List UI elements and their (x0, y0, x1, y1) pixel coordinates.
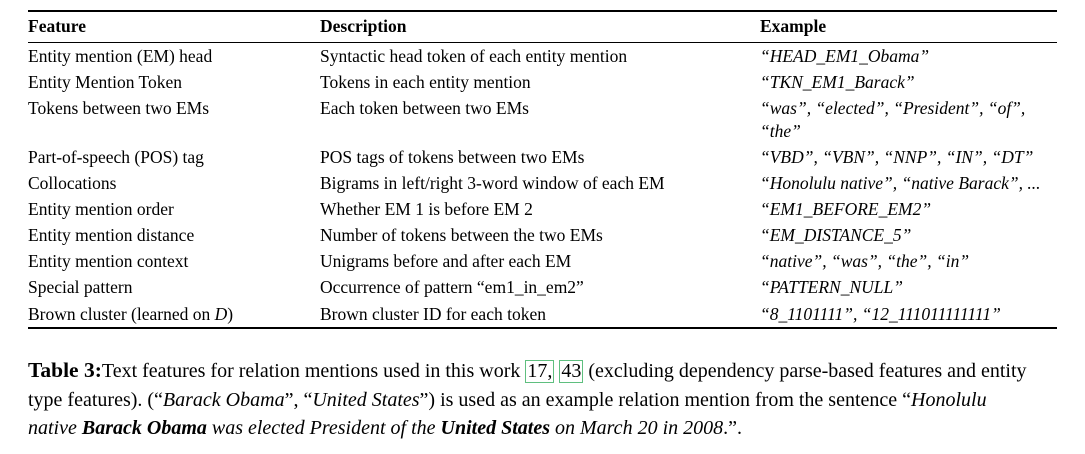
table-row (28, 171, 1057, 197)
cell-description: Brown cluster ID for each token (320, 303, 546, 324)
cell-example: “Honolulu native”, “native Barack”, ... (760, 173, 1041, 194)
cell-description: Syntactic head token of each entity mention (320, 45, 628, 66)
cell-feature: Brown cluster (learned on D) (28, 303, 234, 324)
caption-sentence-b: Barack Obama (81, 417, 207, 440)
table-row (28, 223, 1057, 249)
cell-description: Bigrams in left/right 3-word window of each EM (320, 173, 665, 194)
cell-description: Occurrence of pattern “em1_in_em2” (320, 277, 584, 298)
cell-feature: Special pattern (28, 277, 133, 298)
table-row (28, 301, 1057, 328)
cell-example: “TKN_EM1_Barack” (760, 71, 915, 92)
cell-example: “EM1_BEFORE_EM2” (760, 199, 932, 220)
cell-description: Unigrams before and after each EM (320, 251, 572, 272)
caption-text-part3: ”, “ (284, 388, 313, 411)
column-header-feature: Feature (28, 16, 86, 36)
caption-text-part1: Text features for relation mentions used in this work (101, 360, 526, 383)
cell-feature: Entity mention distance (28, 225, 195, 246)
table-header (28, 11, 1057, 43)
caption-text-part2: (excluding dependency parse-based features and entity type features). (“ (28, 360, 1027, 411)
cell-feature: Part-of-speech (POS) tag (28, 146, 204, 167)
column-header-description: Description (320, 16, 407, 36)
citation-link-17[interactable]: 17, (527, 360, 553, 383)
cell-description: Whether EM 1 is before EM 2 (320, 199, 533, 220)
table-caption (28, 355, 1028, 442)
caption-sentence-c: was elected President of the (206, 417, 441, 440)
citation-link-43[interactable]: 43 (561, 360, 582, 383)
table-row (28, 197, 1057, 223)
caption-sentence-e: on March 20 in 2008 (549, 417, 724, 440)
table-header-row (28, 11, 1057, 43)
cell-feature: Entity mention context (28, 251, 189, 272)
cell-feature: Entity Mention Token (28, 71, 182, 92)
cell-description: POS tags of tokens between two EMs (320, 146, 585, 167)
table-bottom-rule (28, 328, 1057, 329)
features-table (28, 10, 1057, 329)
cell-description: Number of tokens between the two EMs (320, 225, 603, 246)
caption-text-part5: .”. (723, 417, 743, 440)
column-header-example: Example (760, 16, 827, 36)
table-row (28, 144, 1057, 170)
caption-text-part4: ”) is used as an example relation mention from the sentence “ (419, 388, 912, 411)
caption-label: Table 3: (28, 358, 102, 383)
cell-description: Tokens in each entity mention (320, 71, 531, 92)
cell-example: “was”, “elected”, “President”, “of”, “the” (760, 97, 1026, 141)
cell-example: “native”, “was”, “the”, “in” (760, 251, 970, 272)
cell-description: Each token between two EMs (320, 97, 529, 118)
caption-sentence-d: United States (440, 417, 550, 440)
cell-feature: Tokens between two EMs (28, 97, 210, 118)
caption-entity-2: United States (312, 388, 420, 411)
table-row (28, 69, 1057, 95)
caption-sentence-a: Honolulu native (28, 388, 987, 440)
cell-feature: Collocations (28, 173, 117, 194)
cell-example: “HEAD_EM1_Obama” (760, 45, 930, 66)
cell-example: “PATTERN_NULL” (760, 277, 903, 298)
table-row (28, 249, 1057, 275)
cell-feature: Entity mention (EM) head (28, 45, 213, 66)
table-body (28, 43, 1057, 330)
table-row (28, 43, 1057, 70)
cell-example: “8_1101111”, “12_111011111111” (760, 303, 1001, 324)
table-row (28, 275, 1057, 301)
table-row (28, 95, 1057, 144)
cell-feature: Entity mention order (28, 199, 174, 220)
cell-example: “EM_DISTANCE_5” (760, 225, 912, 246)
cell-example: “VBD”, “VBN”, “NNP”, “IN”, “DT” (760, 146, 1034, 167)
caption-entity-1: Barack Obama (162, 388, 285, 411)
